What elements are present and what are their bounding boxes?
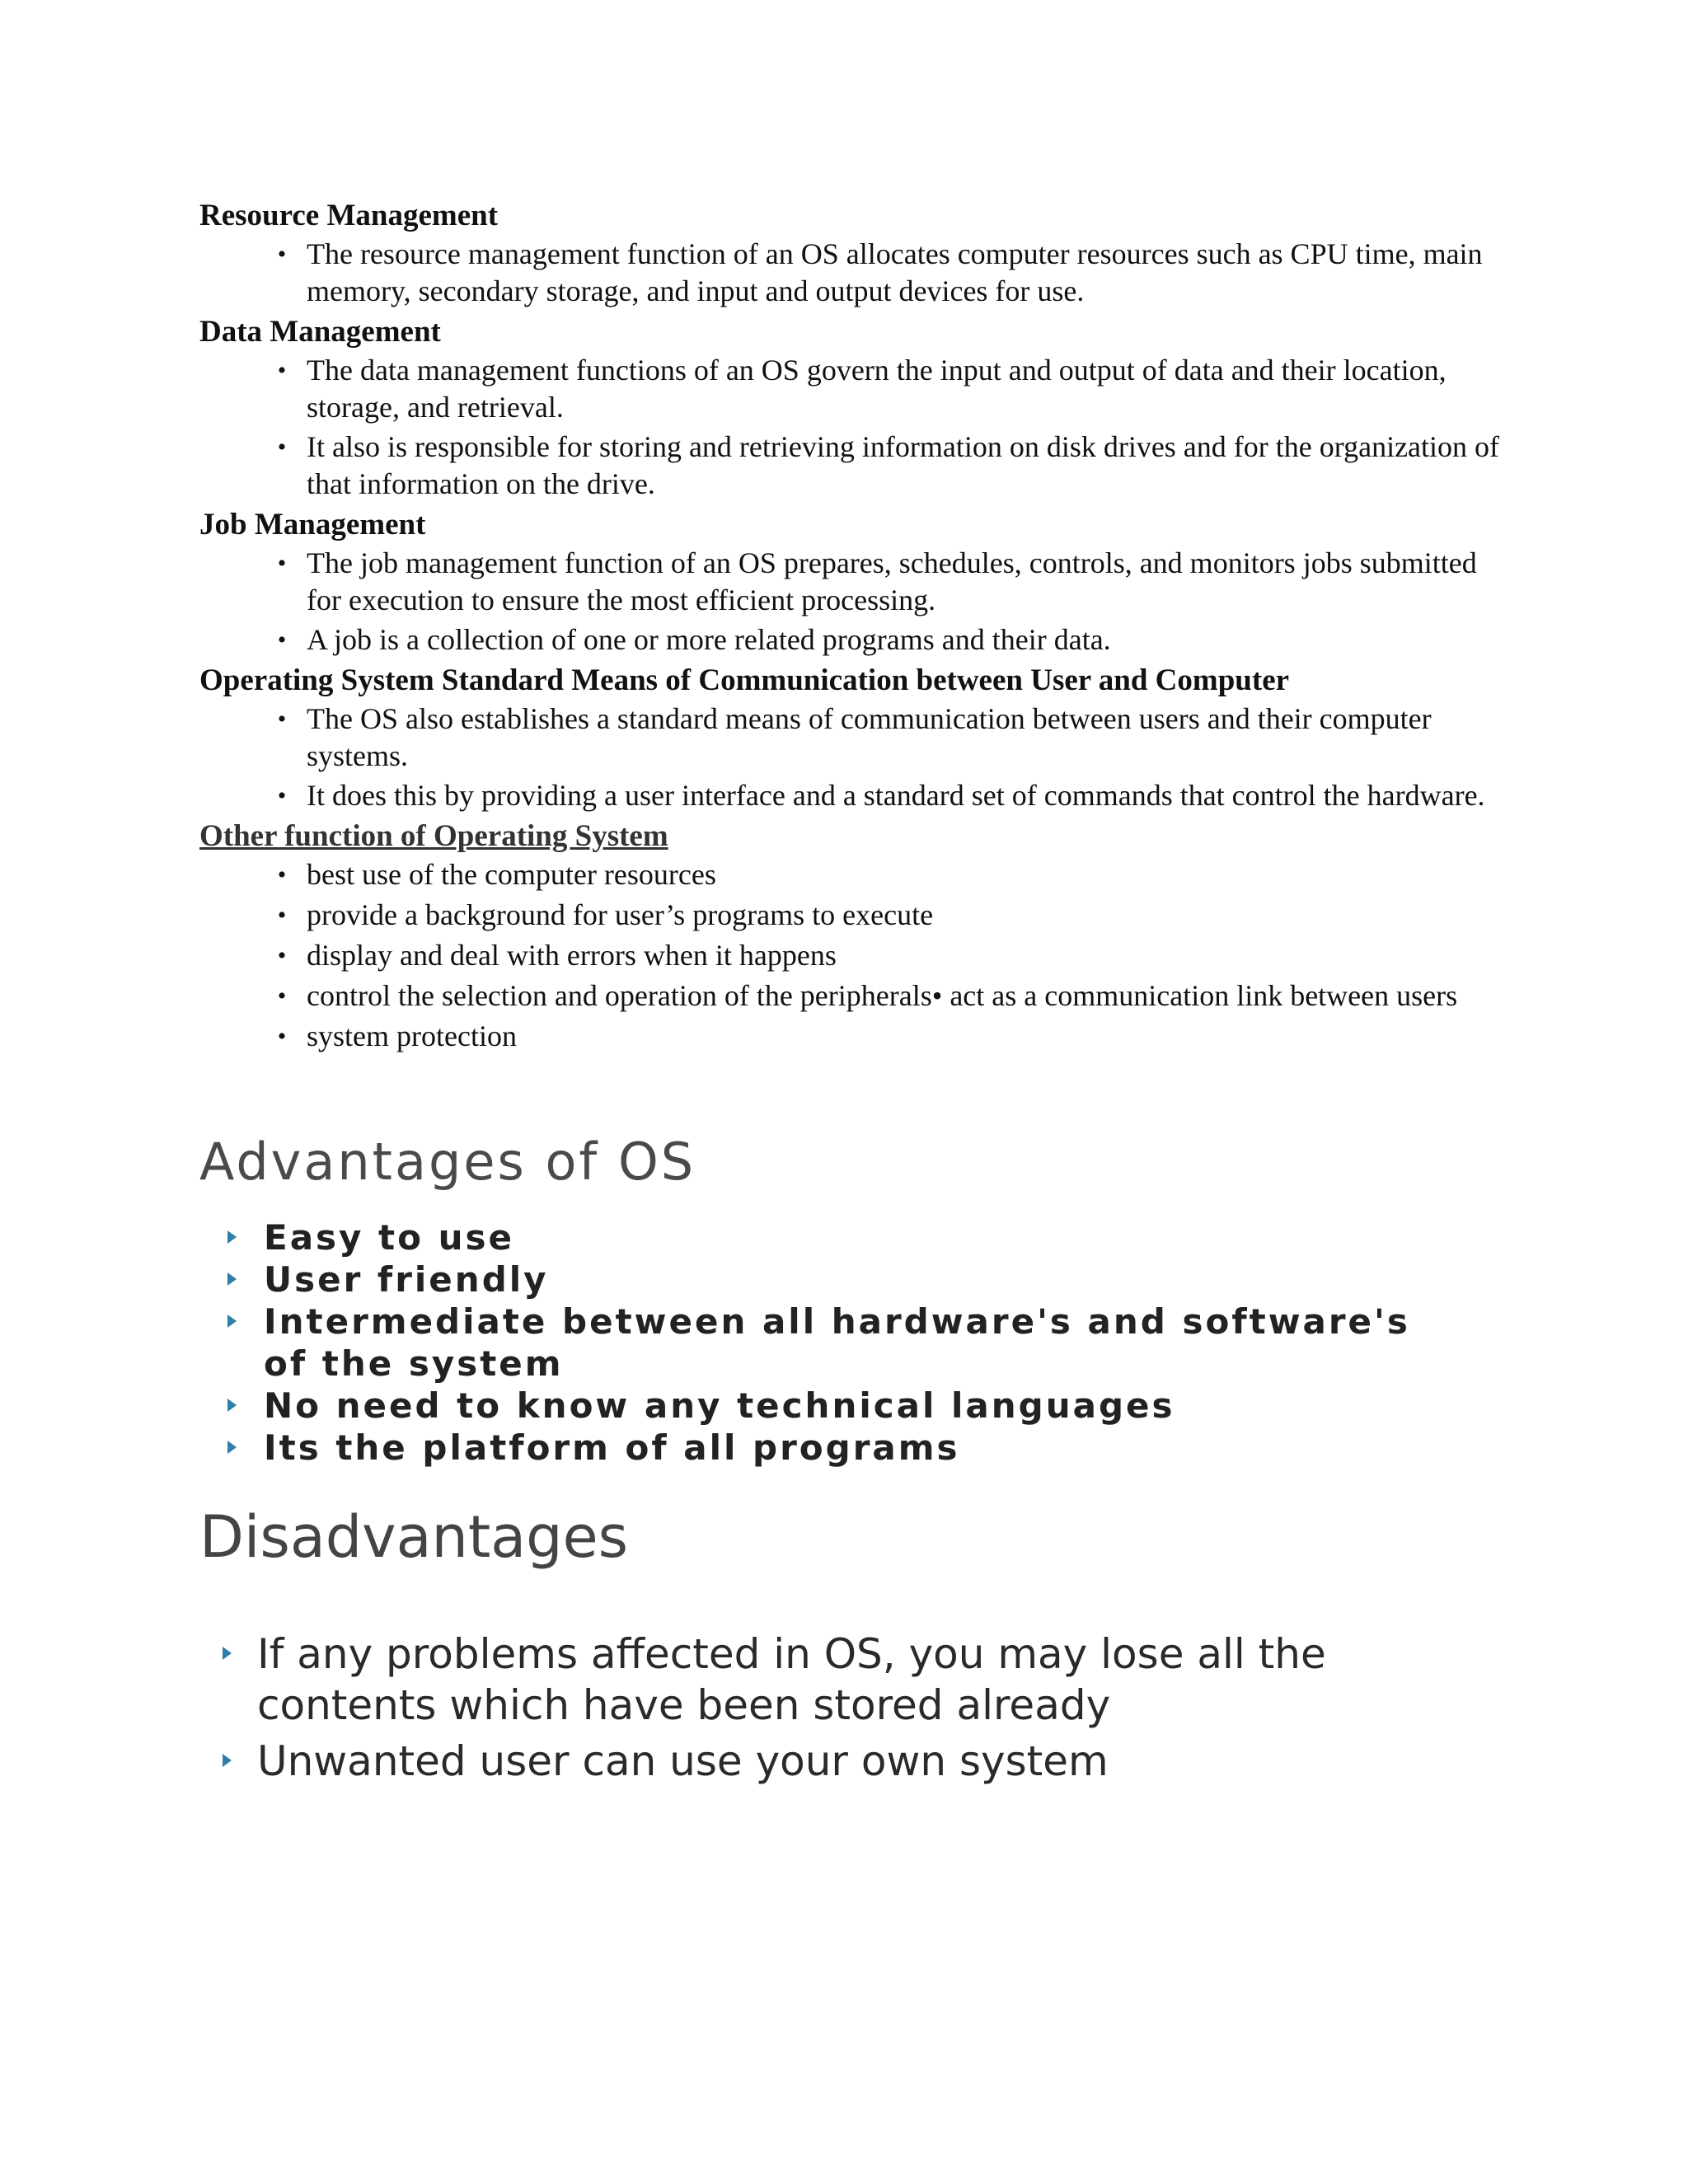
- list-item: Its the platform of all programs: [199, 1427, 1452, 1469]
- bullet-icon: •: [277, 705, 287, 733]
- os-functions-text: [199, 196, 1502, 1058]
- bullet-icon: •: [277, 782, 287, 809]
- triangle-bullet-icon: [227, 1315, 237, 1328]
- list-item: • A job is a collection of one or more related programs and their data.: [199, 621, 1502, 658]
- list-item: • The job management function of an OS prepares, schedules, controls, and monitors jobs submitted for execution to ensure the most efficient processing.: [199, 545, 1502, 619]
- triangle-bullet-icon: [227, 1441, 237, 1454]
- triangle-bullet-icon: [223, 1754, 232, 1767]
- list-item: • The resource management function of an OS allocates computer resources such as CPU time, main memory, secondary storage, and input and output devices for use.: [199, 236, 1502, 310]
- bullet-icon: •: [277, 902, 287, 929]
- bullet-icon: •: [277, 1023, 287, 1050]
- list-item: • control the selection and operation of the peripherals• act as a communication link between users: [199, 977, 1502, 1015]
- list-item: • best use of the computer resources: [199, 856, 1502, 893]
- bullet-list: [199, 352, 1502, 503]
- list-item: • system protection: [199, 1018, 1502, 1055]
- disadvantages-title: Disadvantages: [199, 1503, 629, 1571]
- advantages-title: Advantages of OS: [199, 1132, 696, 1192]
- list-item: Easy to use: [199, 1216, 1452, 1258]
- bullet-list: [199, 236, 1502, 310]
- triangle-bullet-icon: [227, 1272, 237, 1286]
- list-item: User friendly: [199, 1258, 1452, 1301]
- section-heading-other-functions: Other function of Operating System: [199, 819, 668, 853]
- bullet-icon: •: [277, 626, 287, 654]
- disadvantages-list: [199, 1629, 1452, 1787]
- section-heading-resource-management: Resource Management: [199, 199, 499, 232]
- list-item: Unwanted user can use your own system: [199, 1736, 1452, 1787]
- triangle-bullet-icon: [223, 1647, 232, 1660]
- list-item: • It does this by providing a user interface and a standard set of commands that control the hardware.: [199, 777, 1502, 814]
- list-item: Intermediate between all hardware's and software's of the system: [199, 1301, 1452, 1385]
- bullet-list: [199, 545, 1502, 658]
- bullet-icon: •: [277, 434, 287, 461]
- bullet-icon: •: [277, 241, 287, 268]
- advantages-slide-image: [199, 1129, 1452, 1469]
- bullet-list: [199, 701, 1502, 814]
- bullet-icon: •: [277, 357, 287, 384]
- disadvantages-slide-image: [199, 1500, 1452, 1792]
- list-item: • The OS also establishes a standard means of communication between users and their computer systems.: [199, 701, 1502, 775]
- list-item: If any problems affected in OS, you may lose all the contents which have been stored already: [199, 1629, 1452, 1731]
- list-item: • It also is responsible for storing and retrieving information on disk drives and for the organization of that information on the drive.: [199, 429, 1502, 503]
- section-heading-communication: Operating System Standard Means of Communication between User and Computer: [199, 663, 1290, 697]
- triangle-bullet-icon: [227, 1399, 237, 1412]
- advantages-list: [199, 1216, 1452, 1469]
- bullet-icon: •: [277, 861, 287, 888]
- list-item: No need to know any technical languages: [199, 1385, 1452, 1427]
- bullet-icon: •: [277, 942, 287, 969]
- list-item: • display and deal with errors when it happens: [199, 937, 1502, 974]
- bullet-icon: •: [277, 550, 287, 577]
- list-item: • The data management functions of an OS govern the input and output of data and their location, storage, and retrieval.: [199, 352, 1502, 426]
- section-heading-job-management: Job Management: [199, 508, 426, 541]
- triangle-bullet-icon: [227, 1230, 237, 1244]
- bullet-icon: •: [277, 982, 287, 1010]
- section-heading-data-management: Data Management: [199, 315, 441, 349]
- bullet-list: [199, 856, 1502, 1055]
- list-item: • provide a background for user’s programs to execute: [199, 897, 1502, 934]
